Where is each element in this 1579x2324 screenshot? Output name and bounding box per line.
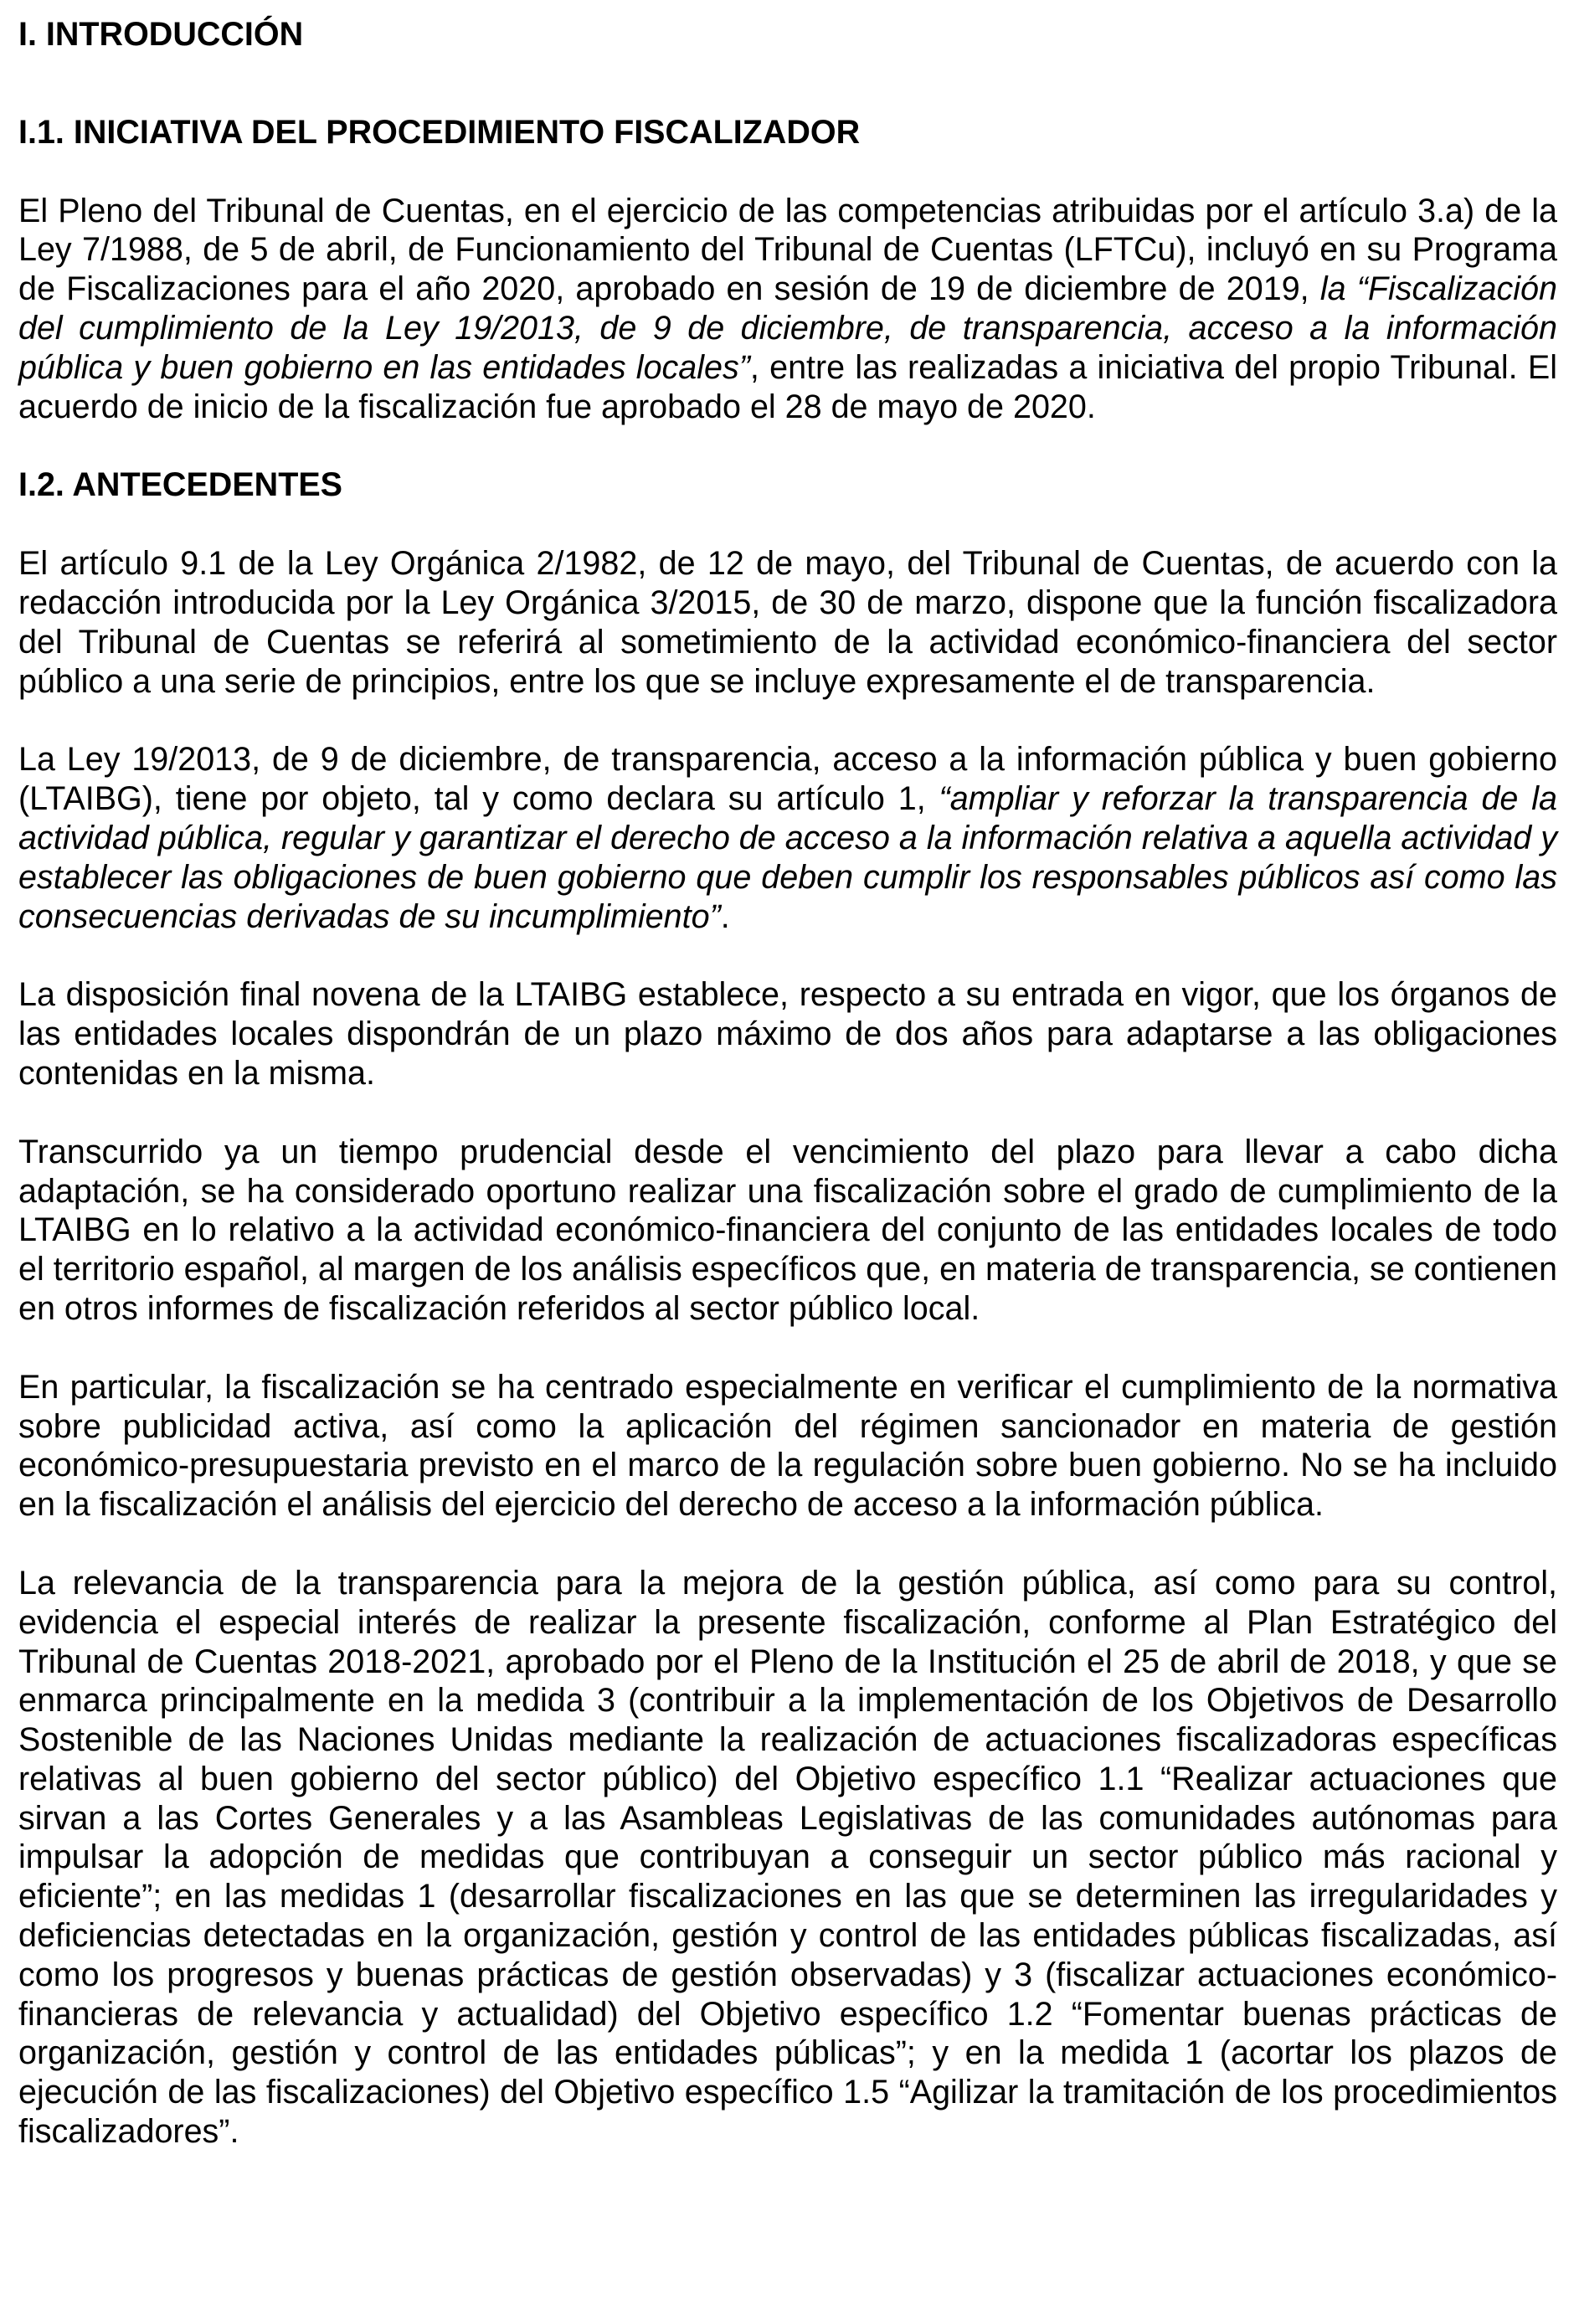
section-2-paragraph-4: Transcurrido ya un tiempo prudencial desde el vencimiento del plazo para llevar a cabo dicha adaptación, se ha considerado oportuno realizar una fiscalización sobre el grado de cumplimiento de la LTAIBG en lo relativo a la actividad económico-financiera del conjunto de las entidades locales de todo el territorio español, al margen de los análisis específicos que, en materia de transparencia, se contienen en otros informes de fiscalización referidos al sector público local. [18,1133,1557,1327]
section-2-paragraph-2 [18,740,1557,936]
section-1-paragraph-1 [18,192,1557,427]
section-2-paragraph-3: La disposición final novena de la LTAIBG establece, respecto a su entrada en vigor, que los órganos de las entidades locales dispondrán de un plazo máximo de dos años para adaptarse a las obligaciones contenidas en la misma. [18,976,1557,1092]
section-2-title: I.2. ANTECEDENTES [18,466,343,504]
section-2-paragraph-6: La relevancia de la transparencia para la mejora de la gestión pública, así como para su control, evidencia el especial interés de realizar la presente fiscalización, conforme al Plan Estratégico del Tribunal de Cuentas 2018-2021, aprobado por el Pleno de la Institución el 25 de abril de 2018, y que se enmarca principalmente en la medida 3 (contribuir a la implementación de los Objetivos de Desarrollo Sostenible de las Naciones Unidas mediante la realización de actuaciones fiscalizadoras específicas relativas al buen gobierno del sector público) del Objetivo específico 1.1 “Realizar actuaciones que sirvan a las Cortes Generales y a las Asambleas Legislativas de las comunidades autónomas para impulsar la adopción de medidas que contribuyan a conseguir un sector público más racional y eficiente”; en las medidas 1 (desarrollar fiscalizaciones en las que se determinen las irregularidades y deficiencias detectadas en la organización, gestión y control de las entidades públicas fiscalizadas, así como los progresos y buenas prácticas de gestión observadas) y 3 (fiscalizar actuaciones económico-financieras de relevancia y actualidad) del Objetivo específico 1.2 “Fomentar buenas prácticas de organización, gestión y control de las entidades públicas”; y en la medida 1 (acortar los plazos de ejecución de las fiscalizaciones) del Objetivo específico 1.5 “Agilizar la tramitación de los procedimientos fiscalizadores”. [18,1564,1557,2151]
main-heading: I. INTRODUCCIÓN [18,16,304,53]
section-1-paragraph-1-text-c: , entre las realizadas a iniciativa del propio Tribunal. El acuerdo de inicio de la fiscalización fue aprobado el 28 de mayo de 2020. [18,348,1557,425]
section-2-paragraph-2-text-a: La Ley 19/2013, de 9 de diciembre, de transparencia, acceso a la información pública y buen gobierno (LTAIBG), tiene por objeto, tal y como declara su artículo 1, [18,741,1557,818]
section-2-paragraph-2-italic-quote: “ampliar y reforzar la transparencia de la actividad pública, regular y garantizar el derecho de acceso a la información relativa a aquella actividad y establecer las obligaciones de buen gobierno que deben cumplir los responsables públicos así como las consecuencias derivadas de su incumplimiento” [18,780,1557,935]
section-2-paragraph-5: En particular, la fiscalización se ha centrado especialmente en verificar el cumplimiento de la normativa sobre publicidad activa, así como la aplicación del régimen sancionador en materia de gestión económico-presupuestaria previsto en el marco de la regulación sobre buen gobierno. No se ha incluido en la fiscalización el análisis del ejercicio del derecho de acceso a la información pública. [18,1368,1557,1524]
section-2-paragraph-1: El artículo 9.1 de la Ley Orgánica 2/1982, de 12 de mayo, del Tribunal de Cuentas, de acuerdo con la redacción introducida por la Ley Orgánica 3/2015, de 30 de marzo, dispone que la función fiscalizadora del Tribunal de Cuentas se referirá al sometimiento de la actividad económico-financiera del sector público a una serie de principios, entre los que se incluye expresamente el de transparencia. [18,545,1557,700]
section-1-paragraph-1-text-a: El Pleno del Tribunal de Cuentas, en el ejercicio de las competencias atribuidas por el artículo 3.a) de la Ley 7/1988, de 5 de abril, de Funcionamiento del Tribunal de Cuentas (LFTCu), incluyó en su Programa de Fiscalizaciones para el año 2020, aprobado en sesión de 19 de diciembre de 2019, [18,192,1557,308]
section-1-paragraph-1-italic-title: la “Fiscalización del cumplimiento de la Ley 19/2013, de 9 de diciembre, de transparencia, acceso a la información pública y buen gobierno en las entidades locales” [18,270,1557,386]
section-2-paragraph-2-text-c: . [720,897,730,935]
document-page [18,15,1557,2191]
section-1-title: I.1. INICIATIVA DEL PROCEDIMIENTO FISCALIZADOR [18,113,861,151]
